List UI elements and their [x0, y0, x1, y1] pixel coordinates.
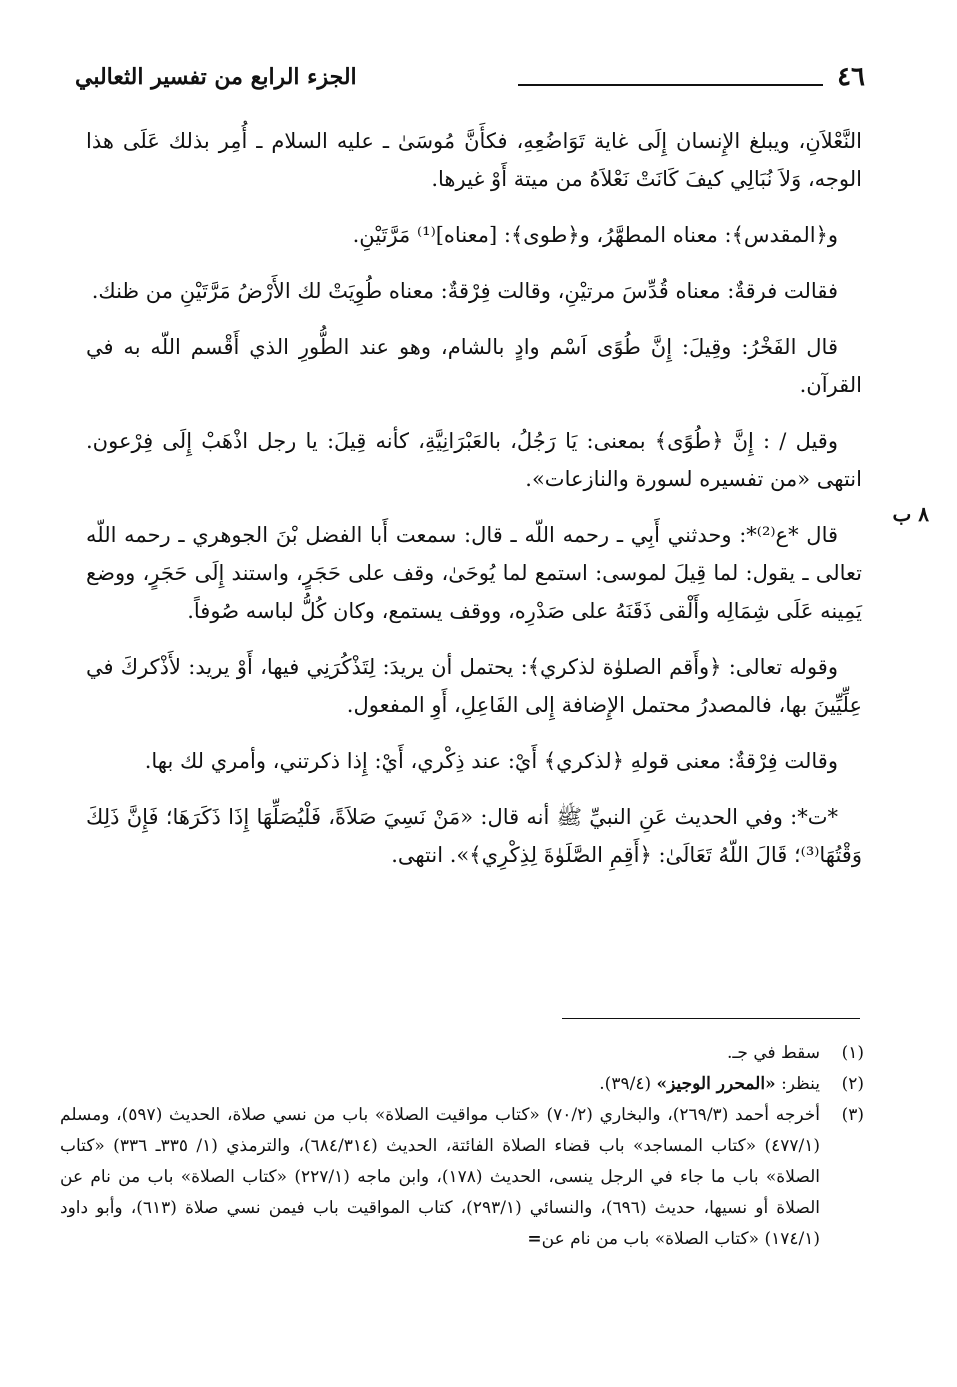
footnote: [60, 1100, 864, 1255]
footnote-post: (٣٩/٤).: [599, 1074, 657, 1094]
header-rule: [518, 84, 823, 86]
paragraph: *ت*: وفي الحديث عَنِ النبيِّ ﷺ أنه قال: «مَنْ نَسِيَ صَلاَةً، فَلْيُصَلِّهَا إِذَا ذَكَرَهَا؛ فَإِنَّ ذَلِكَ وَقْتُهَا⁽³⁾؛ قَالَ اللّهُ تَعَالَىٰ: ﴿أَقِمِ الصَّلَوٰةَ لِذِكْرِي﴾». انتهى.: [86, 805, 862, 867]
footnote-number: (١): [841, 1043, 864, 1063]
paragraph: قال الفَخْرُ: وقِيلَ: إِنَّ طُوًى اَسْم وادٍ بالشام، وهو عند الطُّورِ الذي أَقْسم اللّه به في القرآن.: [86, 335, 862, 397]
footnotes: [60, 1038, 864, 1255]
paragraph: وقالت فِرْقةٌ: معنى قولهِ ﴿لذكري﴾ أَيْ: عند ذِكْري، أَيْ: إِذا ذكرتني، وأمري لك بها.: [144, 749, 838, 773]
footnote-text: سقط في جـ.: [727, 1043, 820, 1063]
paragraph: وقوله تعالى: ﴿وأَقم الصلوٰة لذكري﴾: يحتمل أن يريدَ: لِتَذْكُرَنِي فيها، أَوْ يريد: لأَذْكركَ في عِلِّيِّينَ بها، فالمصدرُ محتمل الإِضافة إِلى الفَاعِلِ، أَوِ المفعول.: [86, 655, 862, 717]
footnote-text: [60, 1100, 820, 1255]
footnote-separator: [562, 1018, 860, 1019]
footnote-body: أخرجه أحمد (٢٦٩/٣)، والبخاري (٧٠/٢) «كتاب مواقيت الصلاة» باب من نسي صلاة، الحديث (٥٩٧)، ومسلم (٤٧٧/١) «كتاب المساجد» باب قضاء الصلاة الفائتة، الحديث (٦٨٤/٣١٤)، والترمذي (١/ ٣٣٥ـ ٣٣٦) «كتاب الصلاة» باب ما جاء في الرجل ينسى، الحديث (١٧٨)، وابن ماجه (٢٢٧/١) «كتاب الصلاة» باب من نام عن الصلاة أو نسيها، حديث (٦٩٦)، والنسائي (٢٩٣/١)، كتاب المواقيت باب فيمن نسي صلاة (٦١٣)، وأبو داود (١٧٤/١) «كتاب الصلاة» باب من نام عن: [60, 1105, 820, 1249]
running-title: الجزء الرابع من تفسير الثعالبي: [75, 64, 357, 90]
paragraph: النَّعْلاَنِ، ويبلغ الإِنسان إِلَى غاية تَوَاضُعِهِ، فكأَنَّ مُوسَىٰ ـ عليه السلام ـ أُمِر بذلك عَلَى هذا الوجه، وَلاَ نُبَالِي كيفَ كَانَتْ نَعْلاَهُ من ميتة أَوْ غيرها.: [86, 129, 862, 191]
footnote-number: (٢): [841, 1074, 864, 1094]
footnote: [60, 1038, 864, 1069]
continuation-mark: =: [527, 1229, 542, 1249]
main-text: [86, 122, 862, 892]
paragraph: فقالت فرقةٌ: معناه قُدِّسَ مرتيْنِ، وقالت فِرْقةٌ: معناه طُوِيَتْ لك الأَرْضُ مَرَّتَيْنِ من ظنك.: [91, 279, 838, 303]
paragraph: و﴿المقدس﴾: معناه المطهَّرُ، و﴿طوى﴾: [معناه]⁽¹⁾ مَرَّتَيْنِ.: [352, 223, 838, 247]
footnote: [60, 1069, 864, 1100]
footnote-number: (٣): [841, 1105, 864, 1125]
paragraph: قال *ع⁽²⁾*: وحدثني أَبِي ـ رحمه اللّه ـ قال: سمعت أَبا الفضل بْنَ الجوهري ـ رحمه اللّه تعالى ـ يقول: لما قِيلَ لموسى: استمع لما يُوحَىٰ، وقف على حَجَرٍ، واستند إِلَى حَجَرٍ، ووضع يَمِينه عَلَى شِمَالِه وأَلْقى ذَقَنَهُ على صَدْرِه، ووقف يستمع، وكان كُلُّ لباسه صُوفاً.: [86, 523, 862, 623]
footnote-pre: ينظر:: [775, 1074, 820, 1094]
footnote-source-title: «المحرر الوجيز»: [656, 1074, 776, 1094]
paragraph: وقيل / : إِنَّ ﴿طُوًى﴾ بمعنى: يَا رَجُلُ، بالعَبْرَانِيَّةِ، كأنه قِيلَ: يا رجل اذْهَبْ إِلَى فِرْعون. انتهى «من تفسيره لسورة والنازعات».: [86, 429, 862, 491]
margin-folio-note: ٨ ب: [892, 502, 929, 526]
page-header: [75, 60, 865, 100]
page-number: ٤٦: [837, 62, 865, 92]
footnote-text: [60, 1069, 820, 1100]
